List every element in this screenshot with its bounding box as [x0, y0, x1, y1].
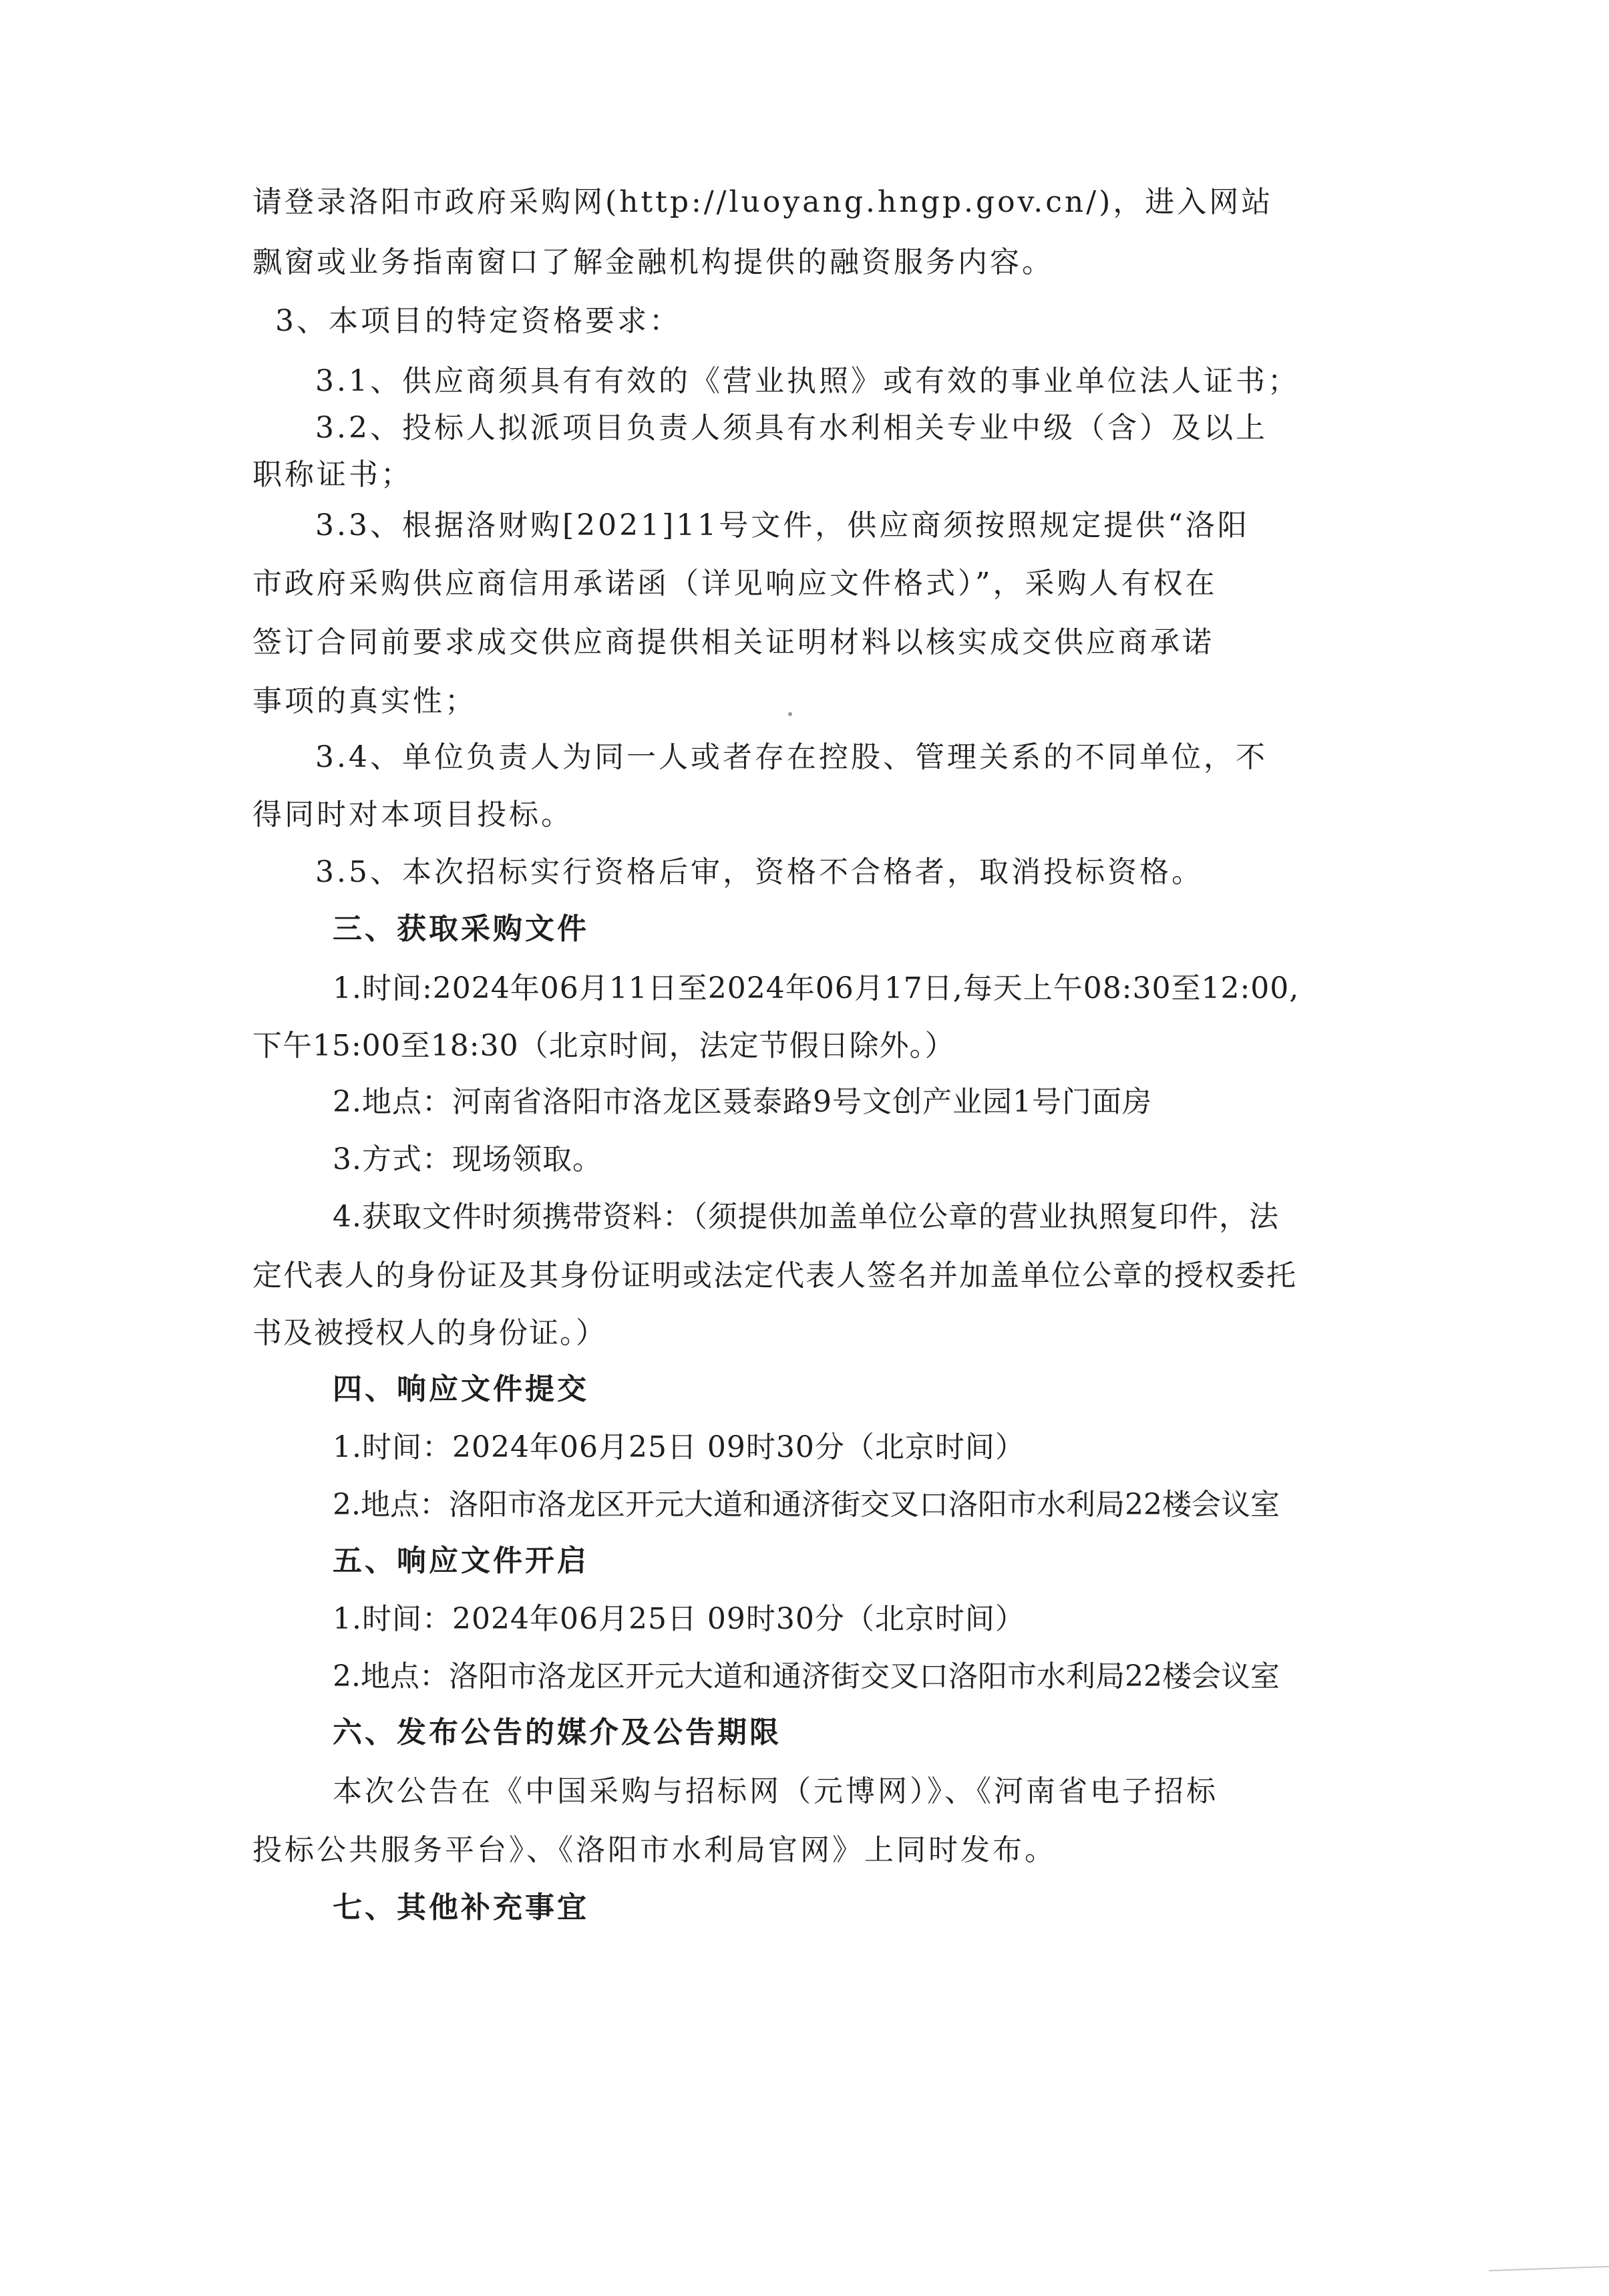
body-text-line: 定代表人的身份证及其身份证明或法定代表人签名并加盖单位公章的授权委托 — [252, 1259, 1297, 1293]
body-text-line: 3.5、本次招标实行资格后审，资格不合格者，取消投标资格。 — [315, 855, 1204, 889]
body-text-line: 1.时间:2024年06月11日至2024年06月17日,每天上午08:30至12:00, — [333, 971, 1300, 1005]
body-text-line: 职称证书； — [252, 458, 413, 492]
section-heading: 五、响应文件开启 — [333, 1544, 589, 1578]
body-text-line: 4.获取文件时须携带资料：（须提供加盖单位公章的营业执照复印件，法 — [333, 1200, 1279, 1234]
body-text-line: 市政府采购供应商信用承诺函（详见响应文件格式）”，采购人有权在 — [252, 566, 1218, 601]
body-text-line: 书及被授权人的身份证。） — [252, 1316, 606, 1350]
body-text-line: 3.3、根据洛财购[2021]11号文件，供应商须按照规定提供“洛阳 — [315, 508, 1250, 542]
section-heading: 六、发布公告的媒介及公告期限 — [333, 1715, 781, 1750]
section-heading: 四、响应文件提交 — [333, 1372, 589, 1406]
body-text-line: 2.地点：洛阳市洛龙区开元大道和通济街交叉口洛阳市水利局22楼会议室 — [333, 1659, 1280, 1693]
body-text-line: 1.时间：2024年06月25日 09时30分（北京时间） — [333, 1430, 1025, 1464]
body-text-line: 3.方式：现场领取。 — [333, 1142, 602, 1176]
body-text-line: 2.地点：河南省洛阳市洛龙区聂泰路9号文创产业园1号门面房 — [333, 1085, 1152, 1119]
body-text-line: 得同时对本项目投标。 — [252, 798, 573, 832]
body-text-line: 3.4、单位负责人为同一人或者存在控股、管理关系的不同单位，不 — [315, 740, 1268, 774]
body-text-line: 飘窗或业务指南窗口了解金融机构提供的融资服务内容。 — [252, 245, 1054, 279]
section-heading: 三、获取采购文件 — [333, 912, 589, 946]
body-text-line: 1.时间：2024年06月25日 09时30分（北京时间） — [333, 1602, 1025, 1636]
section-heading: 七、其他补充事宜 — [333, 1891, 589, 1925]
body-text-line: 3.2、投标人拟派项目负责人须具有水利相关专业中级（含）及以上 — [315, 411, 1268, 445]
body-text-line: 下午15:00至18:30（北京时间，法定节假日除外。） — [252, 1029, 955, 1063]
body-text-line: 签订合同前要求成交供应商提供相关证明材料以核实成交供应商承诺 — [252, 625, 1214, 659]
body-text-line: 请登录洛阳市政府采购网(http://luoyang.hngp.gov.cn/)，进入网站 — [252, 185, 1274, 219]
body-text-line: 2.地点：洛阳市洛龙区开元大道和通济街交叉口洛阳市水利局22楼会议室 — [333, 1488, 1280, 1522]
body-text-line: 本次公告在《中国采购与招标网（元博网）》、《河南省电子招标 — [333, 1774, 1218, 1808]
body-text-line: 3、本项目的特定资格要求： — [275, 304, 681, 338]
body-text-line: 投标公共服务平台》、《洛阳市水利局官网》上同时发布。 — [252, 1833, 1057, 1867]
scan-edge-mark — [1489, 2266, 1609, 2271]
scan-speck — [788, 712, 792, 716]
body-text-line: 3.1、供应商须具有有效的《营业执照》或有效的事业单位法人证书； — [315, 364, 1300, 398]
body-text-line: 事项的真实性； — [252, 684, 477, 718]
